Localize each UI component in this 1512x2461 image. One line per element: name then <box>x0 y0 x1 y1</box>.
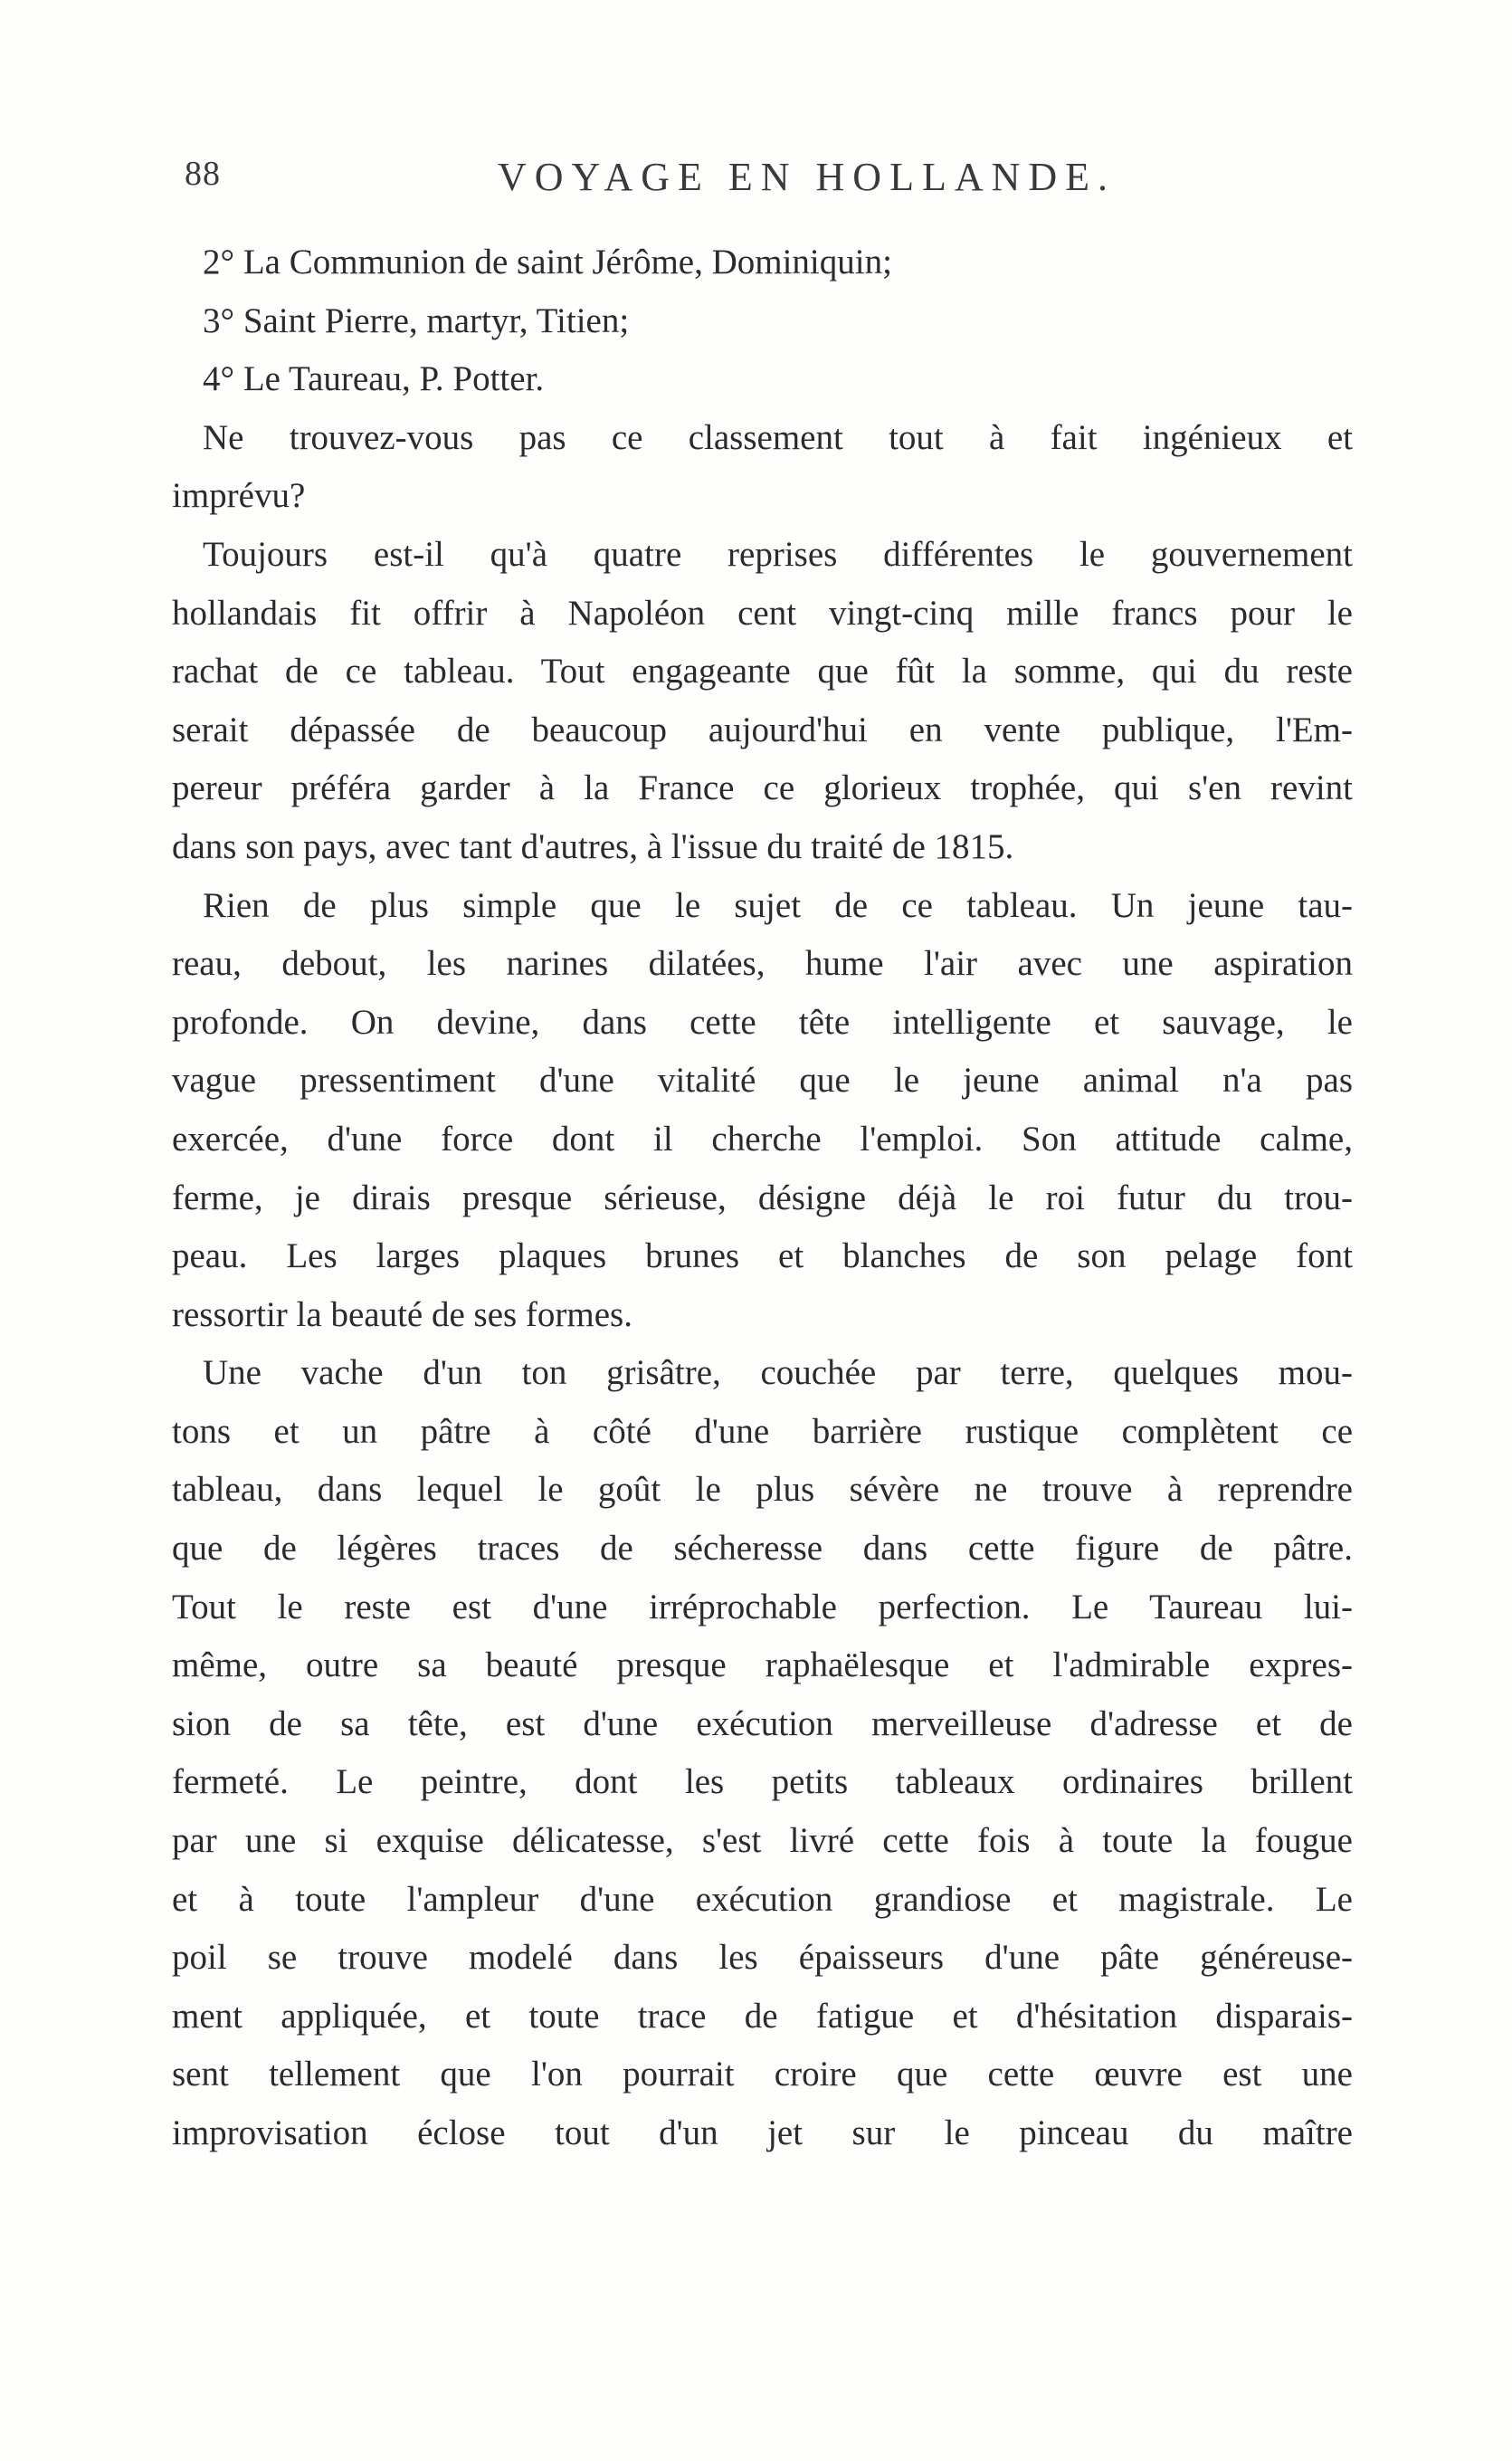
text-line: Tout le reste est d'une irréprochable perfection. Le Taureau lui- <box>172 1587 1353 1626</box>
text-line: ressortir la beauté de ses formes. <box>172 1294 632 1334</box>
text-line: hollandais fit offrir à Napoléon cent vingt-cinq mille francs pour le <box>172 593 1353 633</box>
text-line: serait dépassée de beaucoup aujourd'hui en vente publique, l'Em- <box>172 710 1353 749</box>
text-line: poil se trouve modelé dans les épaisseurs d'une pâte généreuse- <box>172 1938 1353 1978</box>
text-line: Toujours est-il qu'à quatre reprises différentes le gouvernement <box>203 534 1353 574</box>
text-line: peau. Les larges plaques brunes et blanches de son pelage font <box>172 1236 1353 1276</box>
text-line: 4° Le Taureau, P. Potter. <box>203 359 545 399</box>
text-line: exercée, d'une force dont il cherche l'emploi. Son attitude calme, <box>172 1119 1353 1159</box>
text-line: ferme, je dirais presque sérieuse, désigne déjà le roi futur du trou- <box>172 1178 1353 1217</box>
text-line: improvisation éclose tout d'un jet sur le pinceau du maître <box>172 2113 1353 2152</box>
body-text <box>172 234 1353 2163</box>
text-line: rachat de ce tableau. Tout engageante que fût la somme, qui du reste <box>172 652 1353 692</box>
text-line: Une vache d'un ton grisâtre, couchée par terre, quelques mou- <box>203 1353 1353 1393</box>
text-line: dans son pays, avec tant d'autres, à l'issue du traité de 1815. <box>172 826 1014 866</box>
text-line: tons et un pâtre à côté d'une barrière rustique complètent ce <box>172 1411 1353 1451</box>
text-line: par une si exquise délicatesse, s'est livré cette fois à toute la fougue <box>172 1821 1353 1861</box>
running-title: VOYAGE EN HOLLANDE. <box>498 155 1117 199</box>
text-line: profonde. On devine, dans cette tête intelligente et sauvage, le <box>172 1002 1353 1042</box>
text-line: tableau, dans lequel le goût le plus sévère ne trouve à reprendre <box>172 1470 1353 1510</box>
text-line: sent tellement que l'on pourrait croire que cette œuvre est une <box>172 2055 1353 2094</box>
text-line: 3° Saint Pierre, martyr, Titien; <box>203 300 630 340</box>
text-line: 2° La Communion de saint Jérôme, Dominiquin; <box>203 243 892 281</box>
text-line: Rien de plus simple que le sujet de ce tableau. Un jeune tau- <box>203 885 1353 925</box>
text-line: que de légères traces de sécheresse dans cette figure de pâtre. <box>172 1529 1353 1569</box>
text-line: vague pressentiment d'une vitalité que le jeune animal n'a pas <box>172 1061 1353 1101</box>
text-line: sion de sa tête, est d'une exécution merveilleuse d'adresse et de <box>172 1703 1353 1743</box>
text-line: pereur préféra garder à la France ce glorieux trophée, qui s'en revint <box>172 768 1353 808</box>
text-line: ment appliquée, et toute trace de fatigue et d'hésitation disparais- <box>172 1996 1353 2036</box>
text-line: même, outre sa beauté presque raphaëlesque et l'admirable expres- <box>172 1645 1353 1685</box>
text-line: imprévu? <box>172 476 306 516</box>
text-line: et à toute l'ampleur d'une exécution grandiose et magistrale. Le <box>172 1879 1353 1919</box>
text-line: Ne trouvez-vous pas ce classement tout à fait ingénieux et <box>203 417 1353 457</box>
text-line: fermeté. Le peintre, dont les petits tableaux ordinaires brillent <box>172 1762 1353 1802</box>
text-line: reau, debout, les narines dilatées, hume l'air avec une aspiration <box>172 944 1353 984</box>
page-number: 88 <box>185 155 221 193</box>
page-header <box>172 154 1353 217</box>
